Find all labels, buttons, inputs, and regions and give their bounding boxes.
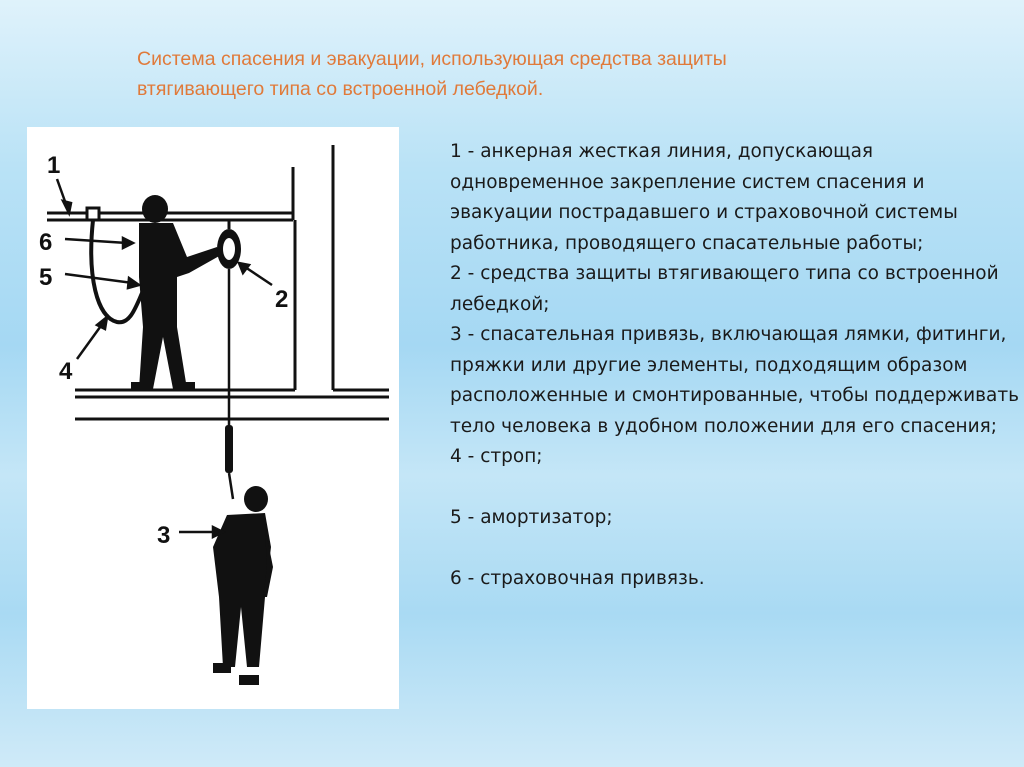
suspended-victim-figure xyxy=(213,486,273,685)
legend-item-1: 1 - анкерная жесткая линия, допускающая одновременное закрепление систем спасения и эвакуации пострадавшего и страховочной системы работника, проводящего спасательные работы; xyxy=(450,141,958,254)
retraction-line xyxy=(225,425,233,499)
legend-item-5: 5 - амортизатор; xyxy=(450,507,613,528)
callout-label-1: 1 xyxy=(47,152,61,179)
callout-label-4: 4 xyxy=(59,358,73,385)
callout-label-3: 3 xyxy=(157,522,171,549)
callout-label-5: 5 xyxy=(39,264,53,291)
slide-title: Система спасения и эвакуации, использующая средства защиты втягивающего типа со встроенной лебедкой. xyxy=(137,48,727,100)
legend-list xyxy=(450,137,1020,595)
lanyard-icon xyxy=(91,220,145,322)
standing-worker-figure xyxy=(131,195,221,390)
legend-item-4: 4 - строп; xyxy=(450,446,543,467)
rescue-system-illustration xyxy=(27,127,399,709)
legend-spacer xyxy=(450,473,1020,504)
legend-item-2: 2 - средства защиты втягивающего типа со встроенной лебедкой; xyxy=(450,263,999,315)
callout-label-2: 2 xyxy=(275,286,289,313)
callout-label-6: 6 xyxy=(39,229,53,256)
legend-item-6: 6 - страховочная привязь. xyxy=(450,568,705,589)
legend-spacer xyxy=(450,534,1020,565)
structure-frame xyxy=(47,145,389,419)
anchor-ring-icon xyxy=(87,208,99,220)
legend-item-3: 3 - спасательная привязь, включающая лямки, фитинги, пряжки или другие элементы, подходящим образом расположенные и смонтированные, чтобы поддерживать тело человека в удобном положении для его спасения; xyxy=(450,324,1020,437)
illustration-svg xyxy=(27,127,399,709)
